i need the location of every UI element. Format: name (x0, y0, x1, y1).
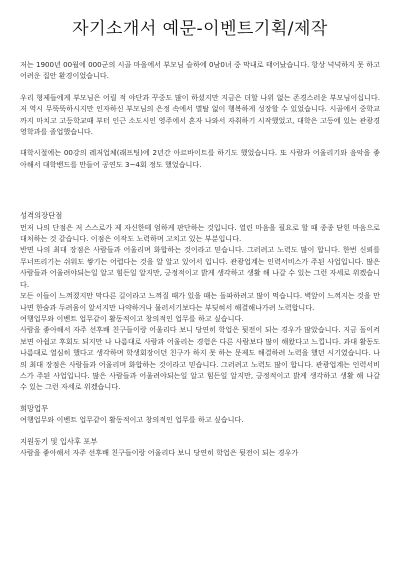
section-personality (20, 210, 380, 393)
hope-paragraph: 여행업무와 이벤트 업무같이 활동적이고 창의적인 업무를 하고 싶습니다. (20, 415, 244, 425)
personality-paragraph: 사람을 좋아해서 자주 선후배 친구들이랑 어울리다 보니 당연히 학업은 뒷전이 되는 경우가 많았습니다. 지금 돌이켜보면 아쉽고 후회도 되지만 나 나름대로 사람과 어울리는 경험은 다른 사람보다 많이 해왔다고 느낍니다. 과대 활동도 나름대로 열심히 했다고 생각하며 학생회장이던 친구가 하지 못 하는 문제도 해결하려 노력을 했던 시기였습니다. 나의 최대 장점은 사람들과 어울리며 화합하는 것이라고 믿습니다. 그러려고 노력도 많이 합니다. 관광업계는 인력서비스가 주된 사업입니다. 많은 사람들과 어울려야되는일 알고 힘든일 알지만, 긍정적이고 밝게 생각하고 생활 해 나갈 수 있는 그런 자세로 위겠습니다. (20, 325, 380, 392)
section-heading-motivation: 지원동기 및 입사후 포부 (20, 436, 98, 446)
personality-paragraph: 모든 이들이 느껴졌지만 막다른 길이라고 느껴질 때가 있을 때는 돌파하려고 많이 먹습니다. 벽앞이 느껴지는 것을 만나면 한숨과 두려움이 앞서지만 나약하거나 물러서기보다는 부딪혀서 해결해나가려 노력합니다. (20, 291, 380, 312)
personality-paragraph: 여행업무와 이벤트 업무같이 활동적이고 창의적인 업무를 하고 싶습니다. (20, 313, 244, 323)
motivation-paragraph: 사람을 좋아해서 자주 선후배 친구들이랑 어울리다 보니 당연히 학업은 뒷전이 되는 경우가 (20, 447, 299, 457)
intro-paragraph-college: 대학시절에는 00강의 레저업체(래프팅)에 2년간 아르바이트를 하기도 했었습니다. 또 사람과 어울리기와 음악을 좋아해서 대학밴드를 만들어 공연도 3~4회 정도 했었습니다. (20, 148, 380, 169)
personality-paragraph: 반면 나의 최대 장점은 사람들과 어울리며 화합하는 것이라고 믿습니다. 그러려고 노력도 많이 합니다. 한번 신뢰를 무너뜨리기는 쉬워도 쌓기는 어렵다는 것을 알 알고 있어서 입니다. 관광업계는 인력서비스가 주된 사업입니다. 많은 사람들과 어울려야되는일 알고 힘든일 알지만, 긍정적이고 밝게 생각하고 생활 해 나갈 수 있는 그런 자세로 위겠습니다. (20, 245, 380, 289)
intro-paragraph-family: 저는 1900년 00월에 000군의 시골 마을에서 부모님 슬하에 0남0녀 중 막내로 태어났습니다. 항상 넉넉하지 못 하고 어려운 집안 환경이었습니다. (20, 60, 380, 81)
section-heading-hope: 희망업무 (20, 403, 49, 413)
document-title: 자기소개서 예문-이벤트기획/제작 (72, 19, 328, 39)
section-motivation (20, 436, 380, 459)
intro-paragraph-upbringing: 우리 형제들에게 부모님은 어릴 적 야단과 꾸중도 많이 하셨지만 지금은 더할 나위 없는 존경스러운 부모님이십니다. 저 역시 무뚝뚝하시지만 인자하신 부모님의 은정 속에서 별탈 없이 행복하게 성장할 수 있었습니다. 시골에서 중학교까지 마치고 고등학교때 부터 인근 소도시인 영주에서 혼자 나와서 자취하기 시작했었고, 대학은 고등에 있는 관광경영학과를 졸업했습니다. (20, 92, 380, 137)
section-hope (20, 403, 380, 426)
section-heading-personality: 성격의장단점 (20, 211, 63, 221)
personality-paragraph: 먼저 나의 단점은 저 스스로가 제 자신한테 엄하게 판단하는 것입니다. 열린 마음을 필요로 할 때 종종 닫힌 마음으로 대처하는 것 같습니다. 이점은 이작도 노력하며 고치고 있는 부분입니다. (20, 222, 380, 244)
